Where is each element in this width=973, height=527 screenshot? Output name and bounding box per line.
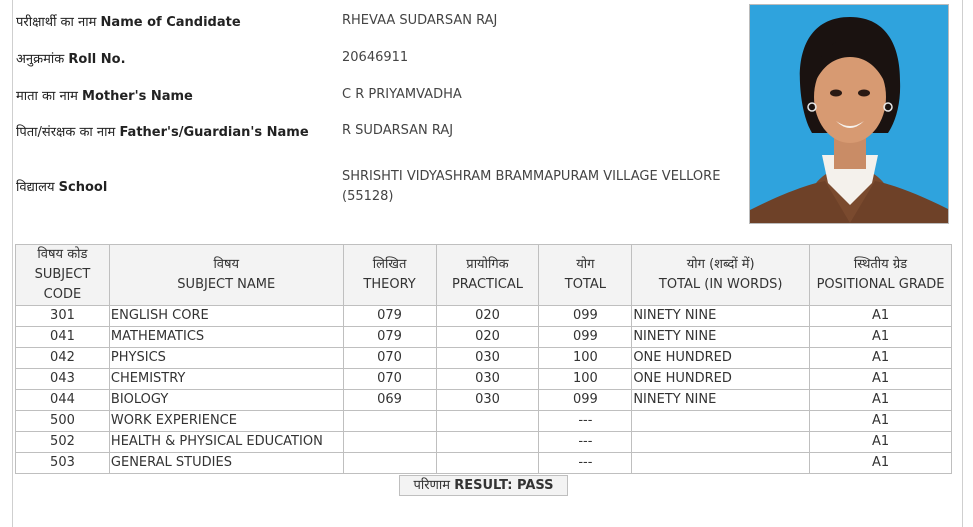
positional-grade: A1 [810, 390, 952, 411]
theory-marks [343, 411, 436, 432]
header-practical: प्रायोगिक PRACTICAL [436, 245, 539, 306]
table-row [16, 411, 952, 432]
subject-code: 042 [16, 348, 110, 369]
total-in-words: ONE HUNDRED [632, 348, 810, 369]
positional-grade: A1 [810, 369, 952, 390]
table-header-row [16, 245, 952, 306]
total-in-words [632, 411, 810, 432]
table-row [16, 327, 952, 348]
subject-name: GENERAL STUDIES [109, 453, 343, 474]
total-marks: 099 [539, 306, 632, 327]
school-label: विद्यालय School [16, 180, 108, 195]
positional-grade: A1 [810, 453, 952, 474]
practical-marks: 030 [436, 369, 539, 390]
header-total-words: योग (शब्दों में) TOTAL (IN WORDS) [632, 245, 810, 306]
table-row [16, 306, 952, 327]
table-row [16, 432, 952, 453]
header-grade: स्थितीय ग्रेड POSITIONAL GRADE [810, 245, 952, 306]
total-marks: --- [539, 432, 632, 453]
subject-code: 041 [16, 327, 110, 348]
theory-marks: 079 [343, 306, 436, 327]
theory-marks: 079 [343, 327, 436, 348]
total-marks: 100 [539, 369, 632, 390]
subject-code: 502 [16, 432, 110, 453]
header-theory: लिखित THEORY [343, 245, 436, 306]
subject-code: 500 [16, 411, 110, 432]
theory-marks: 070 [343, 369, 436, 390]
practical-marks: 030 [436, 390, 539, 411]
total-in-words [632, 432, 810, 453]
table-row [16, 390, 952, 411]
father-label: पिता/संरक्षक का नाम Father's/Guardian's Name [16, 125, 309, 140]
practical-marks: 020 [436, 306, 539, 327]
name-value: RHEVAA SUDARSAN RAJ [342, 13, 498, 28]
positional-grade: A1 [810, 348, 952, 369]
school-value: SHRISHTI VIDYASHRAM BRAMMAPURAM VILLAGE VELLORE (55128) [342, 169, 721, 204]
marks-table [15, 244, 952, 474]
subject-name: MATHEMATICS [109, 327, 343, 348]
total-marks: 099 [539, 327, 632, 348]
roll-value: 20646911 [342, 50, 409, 65]
total-marks: 099 [539, 390, 632, 411]
theory-marks [343, 453, 436, 474]
candidate-photo [749, 4, 949, 224]
theory-marks: 069 [343, 390, 436, 411]
positional-grade: A1 [810, 306, 952, 327]
subject-name: PHYSICS [109, 348, 343, 369]
practical-marks [436, 411, 539, 432]
total-in-words: NINETY NINE [632, 390, 810, 411]
header-total: योग TOTAL [539, 245, 632, 306]
total-marks: --- [539, 453, 632, 474]
theory-marks: 070 [343, 348, 436, 369]
name-label: परीक्षार्थी का नाम Name of Candidate [16, 15, 241, 30]
practical-marks [436, 432, 539, 453]
table-row [16, 453, 952, 474]
total-marks: --- [539, 411, 632, 432]
result-value: RESULT: PASS [454, 478, 554, 493]
total-in-words: ONE HUNDRED [632, 369, 810, 390]
subject-name: CHEMISTRY [109, 369, 343, 390]
result-page [12, 0, 963, 527]
practical-marks: 030 [436, 348, 539, 369]
subject-code: 044 [16, 390, 110, 411]
subject-code: 301 [16, 306, 110, 327]
mother-label: माता का नाम Mother's Name [16, 89, 193, 104]
header-subject-name: विषय SUBJECT NAME [109, 245, 343, 306]
theory-marks [343, 432, 436, 453]
total-in-words: NINETY NINE [632, 306, 810, 327]
father-value: R SUDARSAN RAJ [342, 123, 454, 138]
positional-grade: A1 [810, 327, 952, 348]
header-subject-code: विषय कोड SUBJECT CODE [16, 245, 110, 306]
subject-code: 503 [16, 453, 110, 474]
positional-grade: A1 [810, 432, 952, 453]
roll-label: अनुक्रमांक Roll No. [16, 52, 126, 67]
subject-name: ENGLISH CORE [109, 306, 343, 327]
total-in-words: NINETY NINE [632, 327, 810, 348]
practical-marks [436, 453, 539, 474]
subject-name: HEALTH & PHYSICAL EDUCATION [109, 432, 343, 453]
mother-value: C R PRIYAMVADHA [342, 87, 462, 102]
portrait-icon [750, 5, 949, 224]
total-marks: 100 [539, 348, 632, 369]
positional-grade: A1 [810, 411, 952, 432]
total-in-words [632, 453, 810, 474]
table-row [16, 348, 952, 369]
subject-name: BIOLOGY [109, 390, 343, 411]
practical-marks: 020 [436, 327, 539, 348]
result-label: परिणाम [413, 478, 451, 493]
subject-name: WORK EXPERIENCE [109, 411, 343, 432]
table-row [16, 369, 952, 390]
subject-code: 043 [16, 369, 110, 390]
result-box [399, 475, 568, 496]
